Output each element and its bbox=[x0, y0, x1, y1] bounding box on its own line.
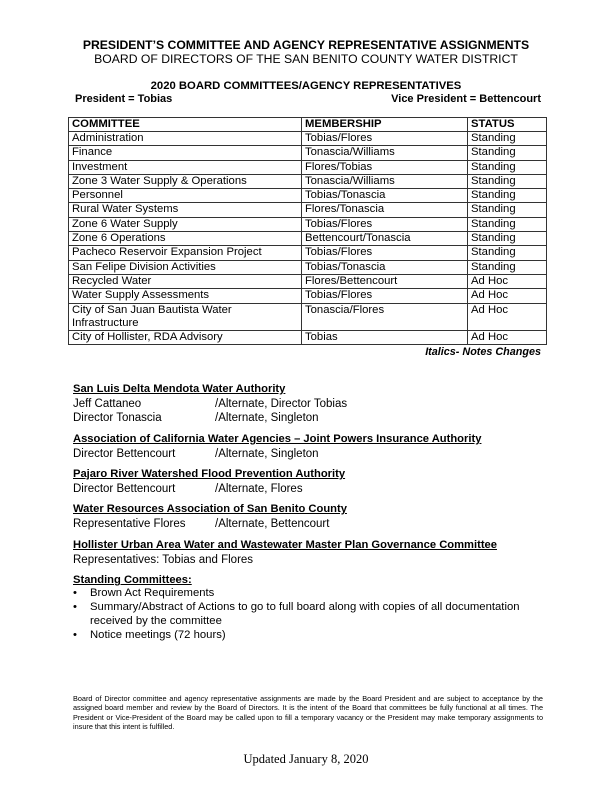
sldmwa-row bbox=[73, 397, 347, 411]
committee-cell: City of Hollister, RDA Advisory bbox=[69, 331, 302, 345]
table-row bbox=[69, 232, 547, 246]
vice-president-line: Vice President = Bettencourt bbox=[391, 93, 541, 105]
alternate-text: /Alternate, Flores bbox=[215, 483, 303, 495]
bullet-icon: • bbox=[73, 628, 77, 641]
membership-cell: Flores/Tonascia bbox=[302, 203, 468, 217]
status-cell: Ad Hoc bbox=[468, 274, 547, 288]
membership-cell: Flores/Tobias bbox=[302, 160, 468, 174]
hollister-representatives: Representatives: Tobias and Flores bbox=[73, 554, 254, 566]
committee-cell: Zone 6 Water Supply bbox=[69, 217, 302, 231]
table-row bbox=[69, 246, 547, 260]
membership-cell: Tobias bbox=[302, 331, 468, 345]
status-cell: Standing bbox=[468, 232, 547, 246]
status-cell: Standing bbox=[468, 160, 547, 174]
membership-cell: Tobias/Flores bbox=[302, 246, 468, 260]
committee-cell: Administration bbox=[69, 132, 302, 146]
representative-name: Director Bettencourt bbox=[73, 483, 176, 495]
column-header-membership: MEMBERSHIP bbox=[302, 118, 468, 132]
membership-cell: Tonascia/Williams bbox=[302, 146, 468, 160]
bullet-icon: • bbox=[73, 587, 77, 599]
table-row bbox=[69, 174, 547, 188]
status-cell: Ad Hoc bbox=[468, 303, 547, 331]
status-cell: Standing bbox=[468, 217, 547, 231]
membership-cell: Tobias/Tonascia bbox=[302, 260, 468, 274]
membership-cell: Bettencourt/Tonascia bbox=[302, 232, 468, 246]
membership-cell: Tobias/Flores bbox=[302, 132, 468, 146]
committee-cell: Zone 3 Water Supply & Operations bbox=[69, 174, 302, 188]
status-cell: Standing bbox=[468, 203, 547, 217]
status-cell: Ad Hoc bbox=[468, 289, 547, 303]
bullet-icon: • bbox=[73, 601, 77, 614]
footer-disclaimer: Board of Director committee and agency representative assignments are made by the Board President and are subject to acceptance by the assigned board member and review by the Board of Directors. It is the intent of the Board that committees be fully functional at all times. The President or Vice-President of the Board may be called upon to fill a temporary vacancy or the President may make temporary assignments to insure that this intent is fulfilled. bbox=[73, 694, 543, 731]
alternate-text: /Alternate, Singleton bbox=[215, 448, 319, 460]
membership-cell: Flores/Bettencourt bbox=[302, 274, 468, 288]
table-row bbox=[69, 260, 547, 274]
status-cell: Standing bbox=[468, 246, 547, 260]
status-cell: Standing bbox=[468, 174, 547, 188]
committee-cell: City of San Juan Bautista Water Infrastructure bbox=[69, 303, 302, 331]
list-item-text: Notice meetings (72 hours) bbox=[90, 628, 226, 641]
committee-cell: Zone 6 Operations bbox=[69, 232, 302, 246]
acwa-title: Association of California Water Agencies – Joint Powers Insurance Authority bbox=[73, 433, 482, 445]
alternate-text: /Alternate, Director Tobias bbox=[215, 398, 348, 410]
table-row bbox=[69, 203, 547, 217]
membership-cell: Tonascia/Flores bbox=[302, 303, 468, 331]
standing-committees-title: Standing Committees: bbox=[73, 574, 192, 586]
list-item bbox=[73, 587, 533, 600]
pajaro-row bbox=[73, 482, 303, 496]
representative-name: Jeff Cattaneo bbox=[73, 398, 142, 410]
wrasbc-row bbox=[73, 517, 329, 531]
table-row bbox=[69, 331, 547, 345]
year-heading: 2020 BOARD COMMITTEES/AGENCY REPRESENTATIVES bbox=[150, 80, 462, 92]
table-row bbox=[69, 217, 547, 231]
alternate-text: /Alternate, Bettencourt bbox=[215, 518, 330, 530]
list-item bbox=[73, 601, 533, 628]
table-row bbox=[69, 132, 547, 146]
table-row bbox=[69, 289, 547, 303]
italics-changes-note: Italics- Notes Changes bbox=[425, 346, 541, 358]
membership-cell: Tobias/Tonascia bbox=[302, 189, 468, 203]
committee-cell: Rural Water Systems bbox=[69, 203, 302, 217]
list-item bbox=[73, 629, 533, 642]
representative-name: Director Tonascia bbox=[73, 412, 162, 424]
table-row bbox=[69, 274, 547, 288]
list-item-text: Summary/Abstract of Actions to go to full board along with copies of all documentation received by the committee bbox=[90, 601, 520, 627]
table-row bbox=[69, 303, 547, 331]
committee-cell: Pacheco Reservoir Expansion Project bbox=[69, 246, 302, 260]
committee-cell: San Felipe Division Activities bbox=[69, 260, 302, 274]
page-title: PRESIDENT’S COMMITTEE AND AGENCY REPRESENTATIVE ASSIGNMENTS bbox=[82, 38, 530, 52]
representative-name: Director Bettencourt bbox=[73, 448, 176, 460]
committee-cell: Personnel bbox=[69, 189, 302, 203]
status-cell: Standing bbox=[468, 146, 547, 160]
list-item-text: Brown Act Requirements bbox=[90, 587, 215, 599]
table-header-row bbox=[69, 118, 547, 132]
president-line: President = Tobias bbox=[75, 93, 173, 105]
committee-cell: Recycled Water bbox=[69, 274, 302, 288]
wrasbc-title: Water Resources Association of San Benito County bbox=[73, 503, 347, 515]
page-subtitle: BOARD OF DIRECTORS OF THE SAN BENITO COUNTY WATER DISTRICT bbox=[94, 52, 518, 66]
status-cell: Standing bbox=[468, 189, 547, 203]
table-row bbox=[69, 189, 547, 203]
membership-cell: Tobias/Flores bbox=[302, 217, 468, 231]
membership-cell: Tobias/Flores bbox=[302, 289, 468, 303]
sldmwa-row bbox=[73, 411, 319, 425]
sldmwa-title: San Luis Delta Mendota Water Authority bbox=[73, 383, 286, 395]
committee-cell: Water Supply Assessments bbox=[69, 289, 302, 303]
pajaro-title: Pajaro River Watershed Flood Prevention Authority bbox=[73, 468, 346, 480]
committee-table bbox=[68, 117, 547, 345]
representative-name: Representative Flores bbox=[73, 518, 186, 530]
column-header-committee: COMMITTEE bbox=[69, 118, 302, 132]
column-header-status: STATUS bbox=[468, 118, 547, 132]
acwa-row bbox=[73, 447, 319, 461]
standing-committees-list bbox=[73, 587, 533, 643]
hollister-title: Hollister Urban Area Water and Wastewater Master Plan Governance Committee bbox=[73, 539, 498, 551]
table-row bbox=[69, 160, 547, 174]
table-row bbox=[69, 146, 547, 160]
status-cell: Standing bbox=[468, 260, 547, 274]
committee-cell: Finance bbox=[69, 146, 302, 160]
status-cell: Ad Hoc bbox=[468, 331, 547, 345]
status-cell: Standing bbox=[468, 132, 547, 146]
committee-cell: Investment bbox=[69, 160, 302, 174]
membership-cell: Tonascia/Williams bbox=[302, 174, 468, 188]
alternate-text: /Alternate, Singleton bbox=[215, 412, 319, 424]
updated-date: Updated January 8, 2020 bbox=[243, 752, 369, 766]
